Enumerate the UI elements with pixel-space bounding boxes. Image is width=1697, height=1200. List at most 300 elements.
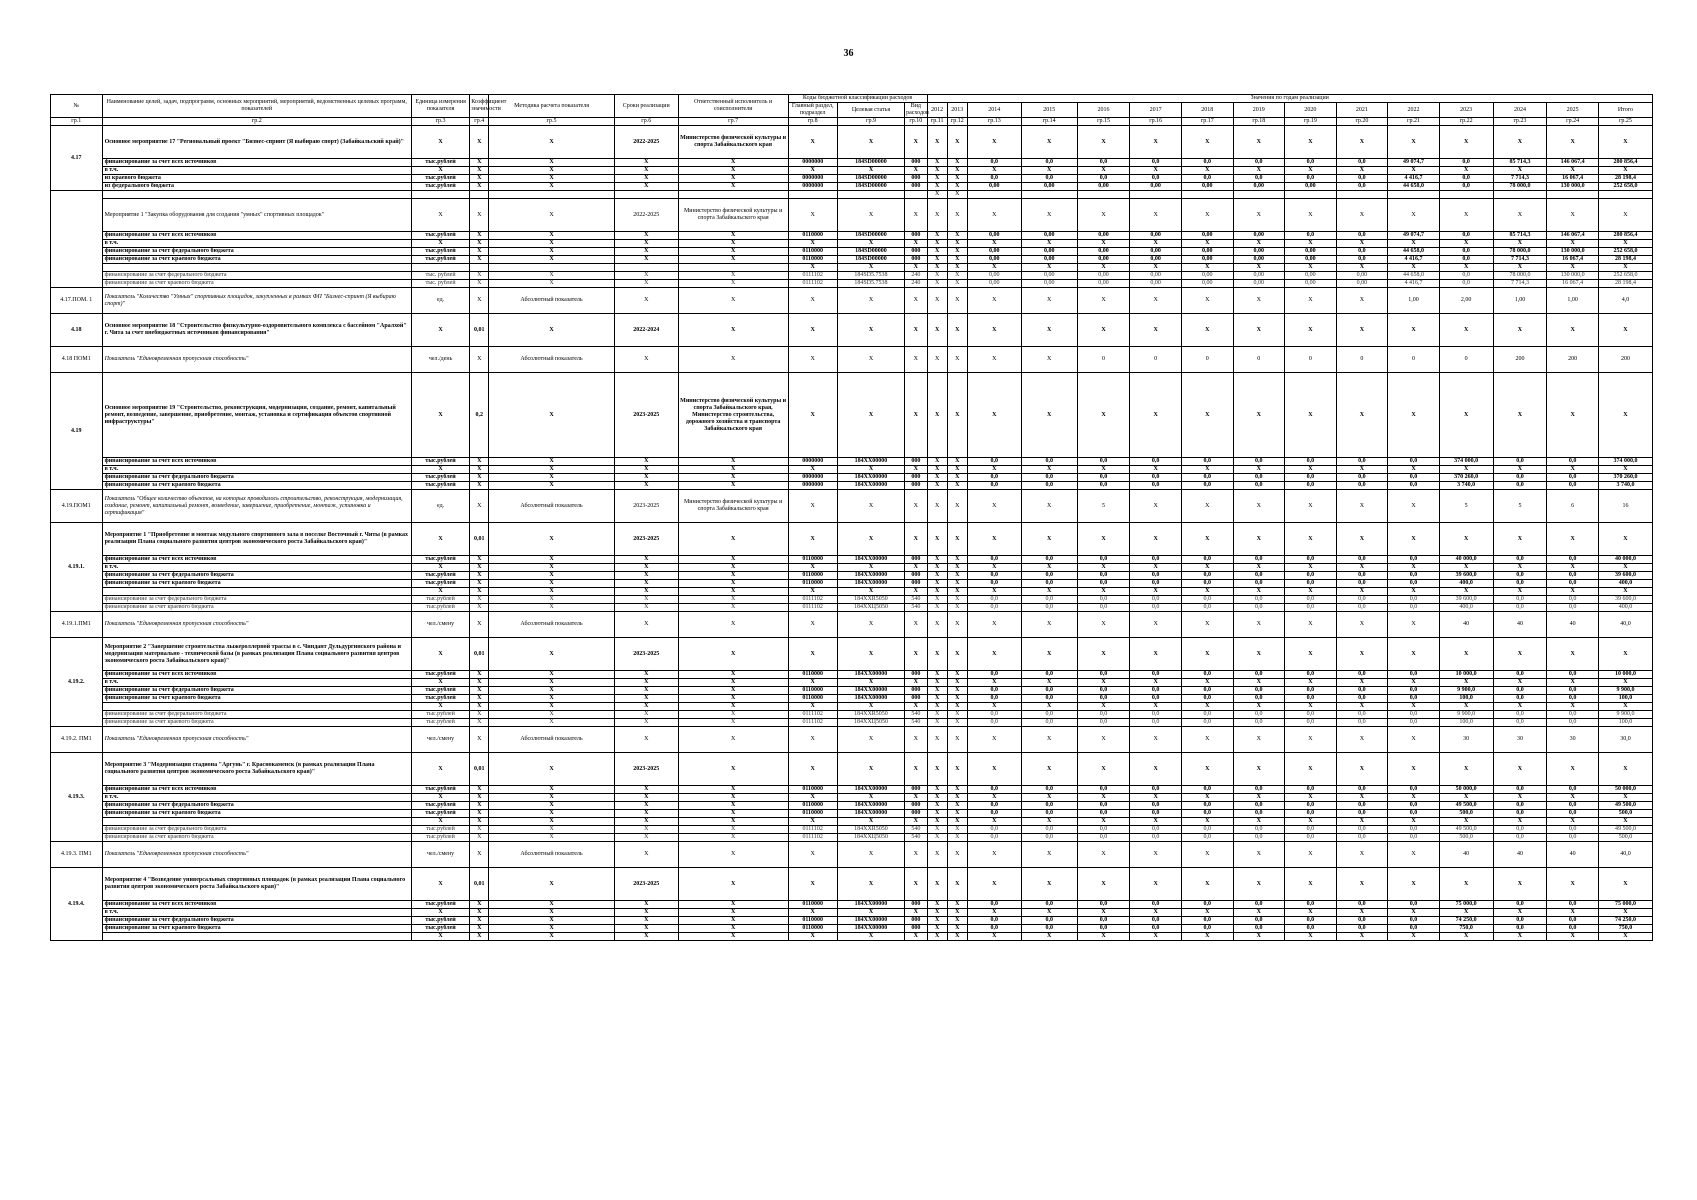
table-cell: X (967, 588, 1021, 596)
table-cell: X (927, 458, 947, 466)
table-cell: X (1285, 564, 1337, 572)
table-cell: 240 (905, 272, 927, 280)
row-name: финансирование за счет всех источников (102, 458, 411, 466)
table-cell: 0,0 (967, 604, 1021, 612)
table-cell: X (1130, 264, 1182, 272)
table-cell: X (947, 925, 967, 933)
table-cell: X (1077, 126, 1130, 159)
table-cell: 0,0 (1388, 834, 1440, 842)
table-cell: X (678, 347, 788, 373)
table-cell: X (947, 474, 967, 482)
table-row (51, 580, 1653, 588)
table-cell: 4 416,7 (1388, 256, 1440, 264)
table-cell: X (1233, 314, 1285, 347)
table-cell: X (1181, 466, 1233, 474)
table-cell: 0,0 (1439, 183, 1493, 191)
table-cell: X (470, 917, 489, 925)
table-cell: X (1388, 909, 1440, 917)
table-cell: X (678, 753, 788, 786)
table-cell: Министерство физической культуры и спорта Забайкальского края, Министерство строительства, дорожного хозяйства и транспорта Забайкальского края (678, 373, 788, 458)
table-cell: X (967, 126, 1021, 159)
table-cell: X (678, 564, 788, 572)
table-cell: X (788, 753, 837, 786)
table-cell: X (927, 264, 947, 272)
table-cell: X (1181, 868, 1233, 901)
table-cell: Абсолютный показатель (489, 288, 615, 314)
table-cell: 0,0 (1388, 556, 1440, 564)
table-cell: X (1285, 373, 1337, 458)
table-cell: X (489, 240, 615, 248)
table-cell: X (1077, 818, 1130, 826)
table-cell: 16 067,4 (1547, 256, 1599, 264)
table-cell: X (837, 199, 904, 232)
table-cell: 0,0 (1181, 458, 1233, 466)
table-cell: X (1181, 842, 1233, 868)
table-cell: 0,0 (1439, 232, 1493, 240)
header-column-number: гр.14 (1021, 118, 1077, 126)
table-cell: X (1598, 679, 1652, 687)
table-cell: X (1388, 373, 1440, 458)
table-cell: Министерство физической культуры и спорта Забайкальского края (678, 490, 788, 523)
table-cell: X (1336, 167, 1388, 175)
table-cell: 0,0 (1285, 482, 1337, 490)
table-cell: 0,0 (1388, 901, 1440, 909)
table-cell: 0,0 (1547, 556, 1599, 564)
table-cell: X (1439, 638, 1493, 671)
table-cell: X (927, 272, 947, 280)
table-cell: 75 000,0 (1439, 901, 1493, 909)
table-cell: X (1130, 818, 1182, 826)
table-cell: 44 658,0 (1388, 248, 1440, 256)
table-cell: 40 000,0 (1598, 556, 1652, 564)
table-cell: X (927, 175, 947, 183)
table-cell: X (1388, 842, 1440, 868)
table-cell: 184XX00000 (837, 556, 904, 564)
table-cell: X (1130, 466, 1182, 474)
table-row (51, 199, 1653, 232)
table-cell: 184XX00000 (837, 695, 904, 703)
table-cell: 0,00 (1233, 280, 1285, 288)
table-cell: X (1130, 126, 1182, 159)
header-column-number: гр.18 (1233, 118, 1285, 126)
table-cell: X (1077, 909, 1130, 917)
table-cell: 0,0 (1493, 580, 1547, 588)
row-name: Мероприятие 2 "Завершение строительства лыжероллерной трассы в с. Чиндант Дульдургинского района и модернизация материально - технической базы (в рамках реализации Плана социального развития центров экономического роста Забайкальского края)" (102, 638, 411, 671)
table-cell: X (927, 786, 947, 794)
row-name: Мероприятие 4 "Возведение универсальных спортивных площадок (в рамках реализации Плана социального развития центров экономического роста Забайкальского края)" (102, 868, 411, 901)
table-cell: 0,0 (1493, 671, 1547, 679)
table-cell: X (614, 917, 678, 925)
header-column-number: гр.11 (927, 118, 947, 126)
table-cell: X (927, 917, 947, 925)
row-name: Мероприятие 1 "Закупка оборудования для создания "умных" спортивных площадок" (102, 199, 411, 232)
table-row (51, 604, 1653, 612)
table-cell: X (927, 373, 947, 458)
table-cell: 0,0 (1388, 482, 1440, 490)
table-cell: X (947, 248, 967, 256)
table-cell: 0111102 (788, 604, 837, 612)
table-row (51, 482, 1653, 490)
table-cell: X (1598, 909, 1652, 917)
table-cell: X (927, 909, 947, 917)
table-cell: X (1493, 523, 1547, 556)
table-cell: 0,0 (1077, 826, 1130, 834)
table-cell: X (947, 901, 967, 909)
table-cell: X (1336, 818, 1388, 826)
table-cell: X (1547, 167, 1599, 175)
table-cell: X (1181, 727, 1233, 753)
table-cell: X (470, 794, 489, 802)
table-cell: 0,00 (1021, 272, 1077, 280)
table-cell: X (967, 818, 1021, 826)
table-row (51, 373, 1653, 458)
table-cell: X (470, 612, 489, 638)
table-cell: 0,00 (1077, 183, 1130, 191)
table-cell: X (1336, 564, 1388, 572)
header-unit: Единица измерения показателя (411, 95, 469, 118)
table-cell: 0,0 (1285, 901, 1337, 909)
row-name: финансирование за счет всех источников (102, 159, 411, 167)
table-cell: X (927, 719, 947, 727)
table-cell: тыс.рублей (411, 802, 469, 810)
header-year: 2021 (1336, 103, 1388, 118)
table-cell: X (1439, 679, 1493, 687)
table-cell: 78 000,0 (1493, 272, 1547, 280)
table-cell: X (411, 373, 469, 458)
table-cell: X (927, 933, 947, 941)
table-cell: X (1547, 240, 1599, 248)
table-cell: 0,00 (967, 183, 1021, 191)
table-cell: X (1598, 314, 1652, 347)
table-cell: X (1493, 466, 1547, 474)
table-cell: X (470, 564, 489, 572)
table-cell: X (1336, 490, 1388, 523)
table-cell: X (947, 719, 967, 727)
table-cell: X (411, 703, 469, 711)
table-cell: 0,0 (1388, 719, 1440, 727)
table-cell: X (927, 466, 947, 474)
table-cell: X (614, 466, 678, 474)
table-cell: X (470, 901, 489, 909)
table-cell: X (967, 933, 1021, 941)
table-cell: X (1493, 679, 1547, 687)
table-row (51, 909, 1653, 917)
table-cell: 0,0 (1285, 687, 1337, 695)
table-cell: X (1285, 909, 1337, 917)
row-name: финансирование за счет федерального бюджета (102, 826, 411, 834)
table-cell: 000 (905, 901, 927, 909)
table-cell: X (947, 175, 967, 183)
row-name: Мероприятие 3 "Модернизация стадиона "Аргунь" г. Краснокаменск (в рамках реализации Плана социального развития центров экономического роста Забайкальского края)" (102, 753, 411, 786)
table-cell: 0,0 (1233, 834, 1285, 842)
row-name (102, 588, 411, 596)
table-cell: X (1181, 794, 1233, 802)
table-cell: X (614, 703, 678, 711)
table-cell: X (1130, 612, 1182, 638)
table-cell: X (614, 826, 678, 834)
table-cell: X (947, 933, 967, 941)
table-cell: X (927, 671, 947, 679)
table-cell: X (470, 679, 489, 687)
table-cell: X (614, 671, 678, 679)
table-cell: X (614, 256, 678, 264)
table-cell: X (470, 240, 489, 248)
table-cell: 0,0 (1439, 256, 1493, 264)
table-cell: 2023-2025 (614, 638, 678, 671)
table-cell: 7 714,3 (1493, 256, 1547, 264)
table-cell: X (837, 466, 904, 474)
table-cell: 40 (1547, 842, 1599, 868)
table-cell: 0,0 (1077, 474, 1130, 482)
table-cell: 0,0 (1336, 556, 1388, 564)
table-cell: 0,0 (1130, 482, 1182, 490)
table-cell: X (614, 687, 678, 695)
table-cell: X (1493, 933, 1547, 941)
header-column-number: гр.3 (411, 118, 469, 126)
header-column-number: гр.2 (102, 118, 411, 126)
table-cell: 40 (1547, 612, 1599, 638)
table-cell: 4 416,7 (1388, 175, 1440, 183)
table-cell: X (489, 373, 615, 458)
table-cell: 0,0 (1493, 810, 1547, 818)
table-cell: 500,0 (1439, 834, 1493, 842)
row-name: финансирование за счет всех источников (102, 671, 411, 679)
table-cell: X (837, 638, 904, 671)
table-cell: 0111102 (788, 834, 837, 842)
table-cell: X (678, 466, 788, 474)
table-cell: 0,0 (1021, 901, 1077, 909)
table-cell: X (837, 588, 904, 596)
table-cell: X (614, 183, 678, 191)
row-name (102, 818, 411, 826)
table-cell: 0,0 (967, 834, 1021, 842)
table-cell: X (927, 523, 947, 556)
table-row (51, 711, 1653, 719)
table-cell: X (1439, 199, 1493, 232)
header-column-number: гр.23 (1493, 118, 1547, 126)
table-row (51, 264, 1653, 272)
table-row (51, 868, 1653, 901)
table-cell: X (1336, 753, 1388, 786)
table-cell: X (678, 556, 788, 564)
table-cell: 39 600,0 (1598, 572, 1652, 580)
table-cell: 0,0 (1285, 671, 1337, 679)
table-cell: X (1336, 933, 1388, 941)
table-cell: X (837, 314, 904, 347)
table-cell: 0,0 (1021, 786, 1077, 794)
table-cell: X (678, 638, 788, 671)
table-cell: X (1285, 523, 1337, 556)
table-cell: тыс.рублей (411, 232, 469, 240)
table-cell: X (1181, 588, 1233, 596)
row-name: в т.ч. (102, 564, 411, 572)
table-row (51, 638, 1653, 671)
table-cell: 0,0 (1077, 556, 1130, 564)
table-cell: X (1021, 126, 1077, 159)
table-cell: 0,00 (1233, 232, 1285, 240)
header-column-number: гр.10 (905, 118, 927, 126)
table-cell: X (788, 314, 837, 347)
table-cell: 0,0 (1493, 826, 1547, 834)
table-row (51, 818, 1653, 826)
table-cell: X (1233, 842, 1285, 868)
table-cell: X (489, 818, 615, 826)
table-cell: 0,0 (1181, 695, 1233, 703)
header-column-number: гр.13 (967, 118, 1021, 126)
table-cell: X (947, 711, 967, 719)
table-cell: X (967, 240, 1021, 248)
table-cell: 0,0 (1336, 671, 1388, 679)
table-cell: X (1493, 167, 1547, 175)
table-cell: 0,0 (1388, 671, 1440, 679)
table-cell: X (1336, 727, 1388, 753)
table-cell: X (470, 232, 489, 240)
table-cell: 0,0 (1336, 834, 1388, 842)
table-cell: 0,0 (1130, 458, 1182, 466)
table-cell: 000 (905, 917, 927, 925)
table-cell: 0111102 (788, 711, 837, 719)
table-cell: X (1181, 264, 1233, 272)
table-cell: 184XXR5050 (837, 711, 904, 719)
table-cell: X (1439, 564, 1493, 572)
table-cell: X (678, 802, 788, 810)
row-number: 4.19.1.ПМ1 (51, 612, 103, 638)
table-cell: 0,00 (1021, 280, 1077, 288)
table-cell: X (837, 842, 904, 868)
table-cell: 0,0 (1130, 687, 1182, 695)
table-cell: X (489, 572, 615, 580)
table-cell: X (1130, 199, 1182, 232)
row-name: финансирование за счет федерального бюджета (102, 917, 411, 925)
table-row (51, 679, 1653, 687)
table-cell: 0,0 (1285, 604, 1337, 612)
table-cell: X (470, 458, 489, 466)
table-cell: X (947, 826, 967, 834)
table-cell: 0,0 (1336, 687, 1388, 695)
table-cell: X (678, 842, 788, 868)
table-cell: 0,0 (1493, 925, 1547, 933)
table-cell: 000 (905, 159, 927, 167)
table-cell: 0,0 (1547, 474, 1599, 482)
table-cell: 0,0 (1021, 580, 1077, 588)
table-cell: X (489, 638, 615, 671)
row-number: 4.18 ПОМ1 (51, 347, 103, 373)
table-cell: X (470, 474, 489, 482)
table-cell: X (1547, 818, 1599, 826)
table-cell: 0,0 (1021, 719, 1077, 727)
row-name: финансирование за счет краевого бюджета (102, 280, 411, 288)
table-cell: X (678, 272, 788, 280)
table-cell: X (947, 347, 967, 373)
table-cell: X (1493, 240, 1547, 248)
table-cell: X (614, 240, 678, 248)
table-cell: 0110000 (788, 802, 837, 810)
table-cell: 0,0 (1130, 695, 1182, 703)
table-cell: 40 000,0 (1439, 556, 1493, 564)
table-cell: 16 067,4 (1547, 280, 1599, 288)
table-cell: X (489, 826, 615, 834)
header-column-number: гр.12 (947, 118, 967, 126)
table-cell: X (470, 199, 489, 232)
table-cell: X (489, 523, 615, 556)
table-cell: X (947, 580, 967, 588)
table-row (51, 248, 1653, 256)
table-cell: X (1021, 288, 1077, 314)
table-cell: X (927, 167, 947, 175)
table-cell: X (1077, 199, 1130, 232)
table-cell: 0,00 (1077, 232, 1130, 240)
table-cell: X (905, 727, 927, 753)
table-cell: 0111102 (788, 719, 837, 727)
table-cell: X (905, 679, 927, 687)
table-cell: 370 260,0 (1598, 474, 1652, 482)
table-cell: X (927, 727, 947, 753)
table-row (51, 901, 1653, 909)
table-cell: 0,01 (470, 753, 489, 786)
table-cell: X (489, 679, 615, 687)
table-cell: X (947, 588, 967, 596)
table-cell: X (1021, 794, 1077, 802)
table-cell: X (1493, 909, 1547, 917)
table-cell: 184XXR5050 (837, 826, 904, 834)
row-name: финансирование за счет федерального бюджета (102, 272, 411, 280)
table-cell: 000 (905, 671, 927, 679)
table-cell: 30,0 (1598, 727, 1652, 753)
table-cell: X (1439, 909, 1493, 917)
table-cell: 0,00 (1233, 248, 1285, 256)
table-cell: X (678, 925, 788, 933)
table-cell (489, 264, 615, 272)
table-cell: 0,00 (1285, 272, 1337, 280)
table-cell: тыс.рублей (411, 458, 469, 466)
table-cell: X (1336, 373, 1388, 458)
table-cell: тыс.рублей (411, 719, 469, 727)
table-cell: X (1336, 794, 1388, 802)
table-cell (837, 191, 904, 199)
table-row (51, 256, 1653, 264)
table-cell: 49 500,0 (1598, 826, 1652, 834)
row-number (51, 191, 103, 288)
table-cell: 200 (1493, 347, 1547, 373)
table-cell: X (678, 256, 788, 264)
table-cell: X (1547, 126, 1599, 159)
table-cell: 184SD00000 (837, 183, 904, 191)
table-cell: 0,0 (1077, 159, 1130, 167)
table-cell: X (1285, 679, 1337, 687)
table-cell: 0,0 (1130, 572, 1182, 580)
table-cell: X (1077, 842, 1130, 868)
table-cell: X (1388, 794, 1440, 802)
table-cell: X (470, 256, 489, 264)
row-name: финансирование за счет федерального бюджета (102, 687, 411, 695)
row-name: финансирование за счет краевого бюджета (102, 834, 411, 842)
table-cell: X (967, 466, 1021, 474)
table-cell: X (678, 523, 788, 556)
table-cell: тыс. рублей (411, 272, 469, 280)
table-row (51, 466, 1653, 474)
table-cell: 0,0 (1077, 596, 1130, 604)
table-cell: X (678, 794, 788, 802)
table-cell: 400,0 (1598, 604, 1652, 612)
table-cell: X (489, 703, 615, 711)
table-cell: X (1547, 199, 1599, 232)
table-cell: X (678, 248, 788, 256)
table-cell: 130 000,0 (1547, 248, 1599, 256)
table-cell: 0,00 (1077, 280, 1130, 288)
table-cell: X (947, 612, 967, 638)
table-cell: 0,0 (1493, 802, 1547, 810)
table-cell: 184SD00000 (837, 232, 904, 240)
